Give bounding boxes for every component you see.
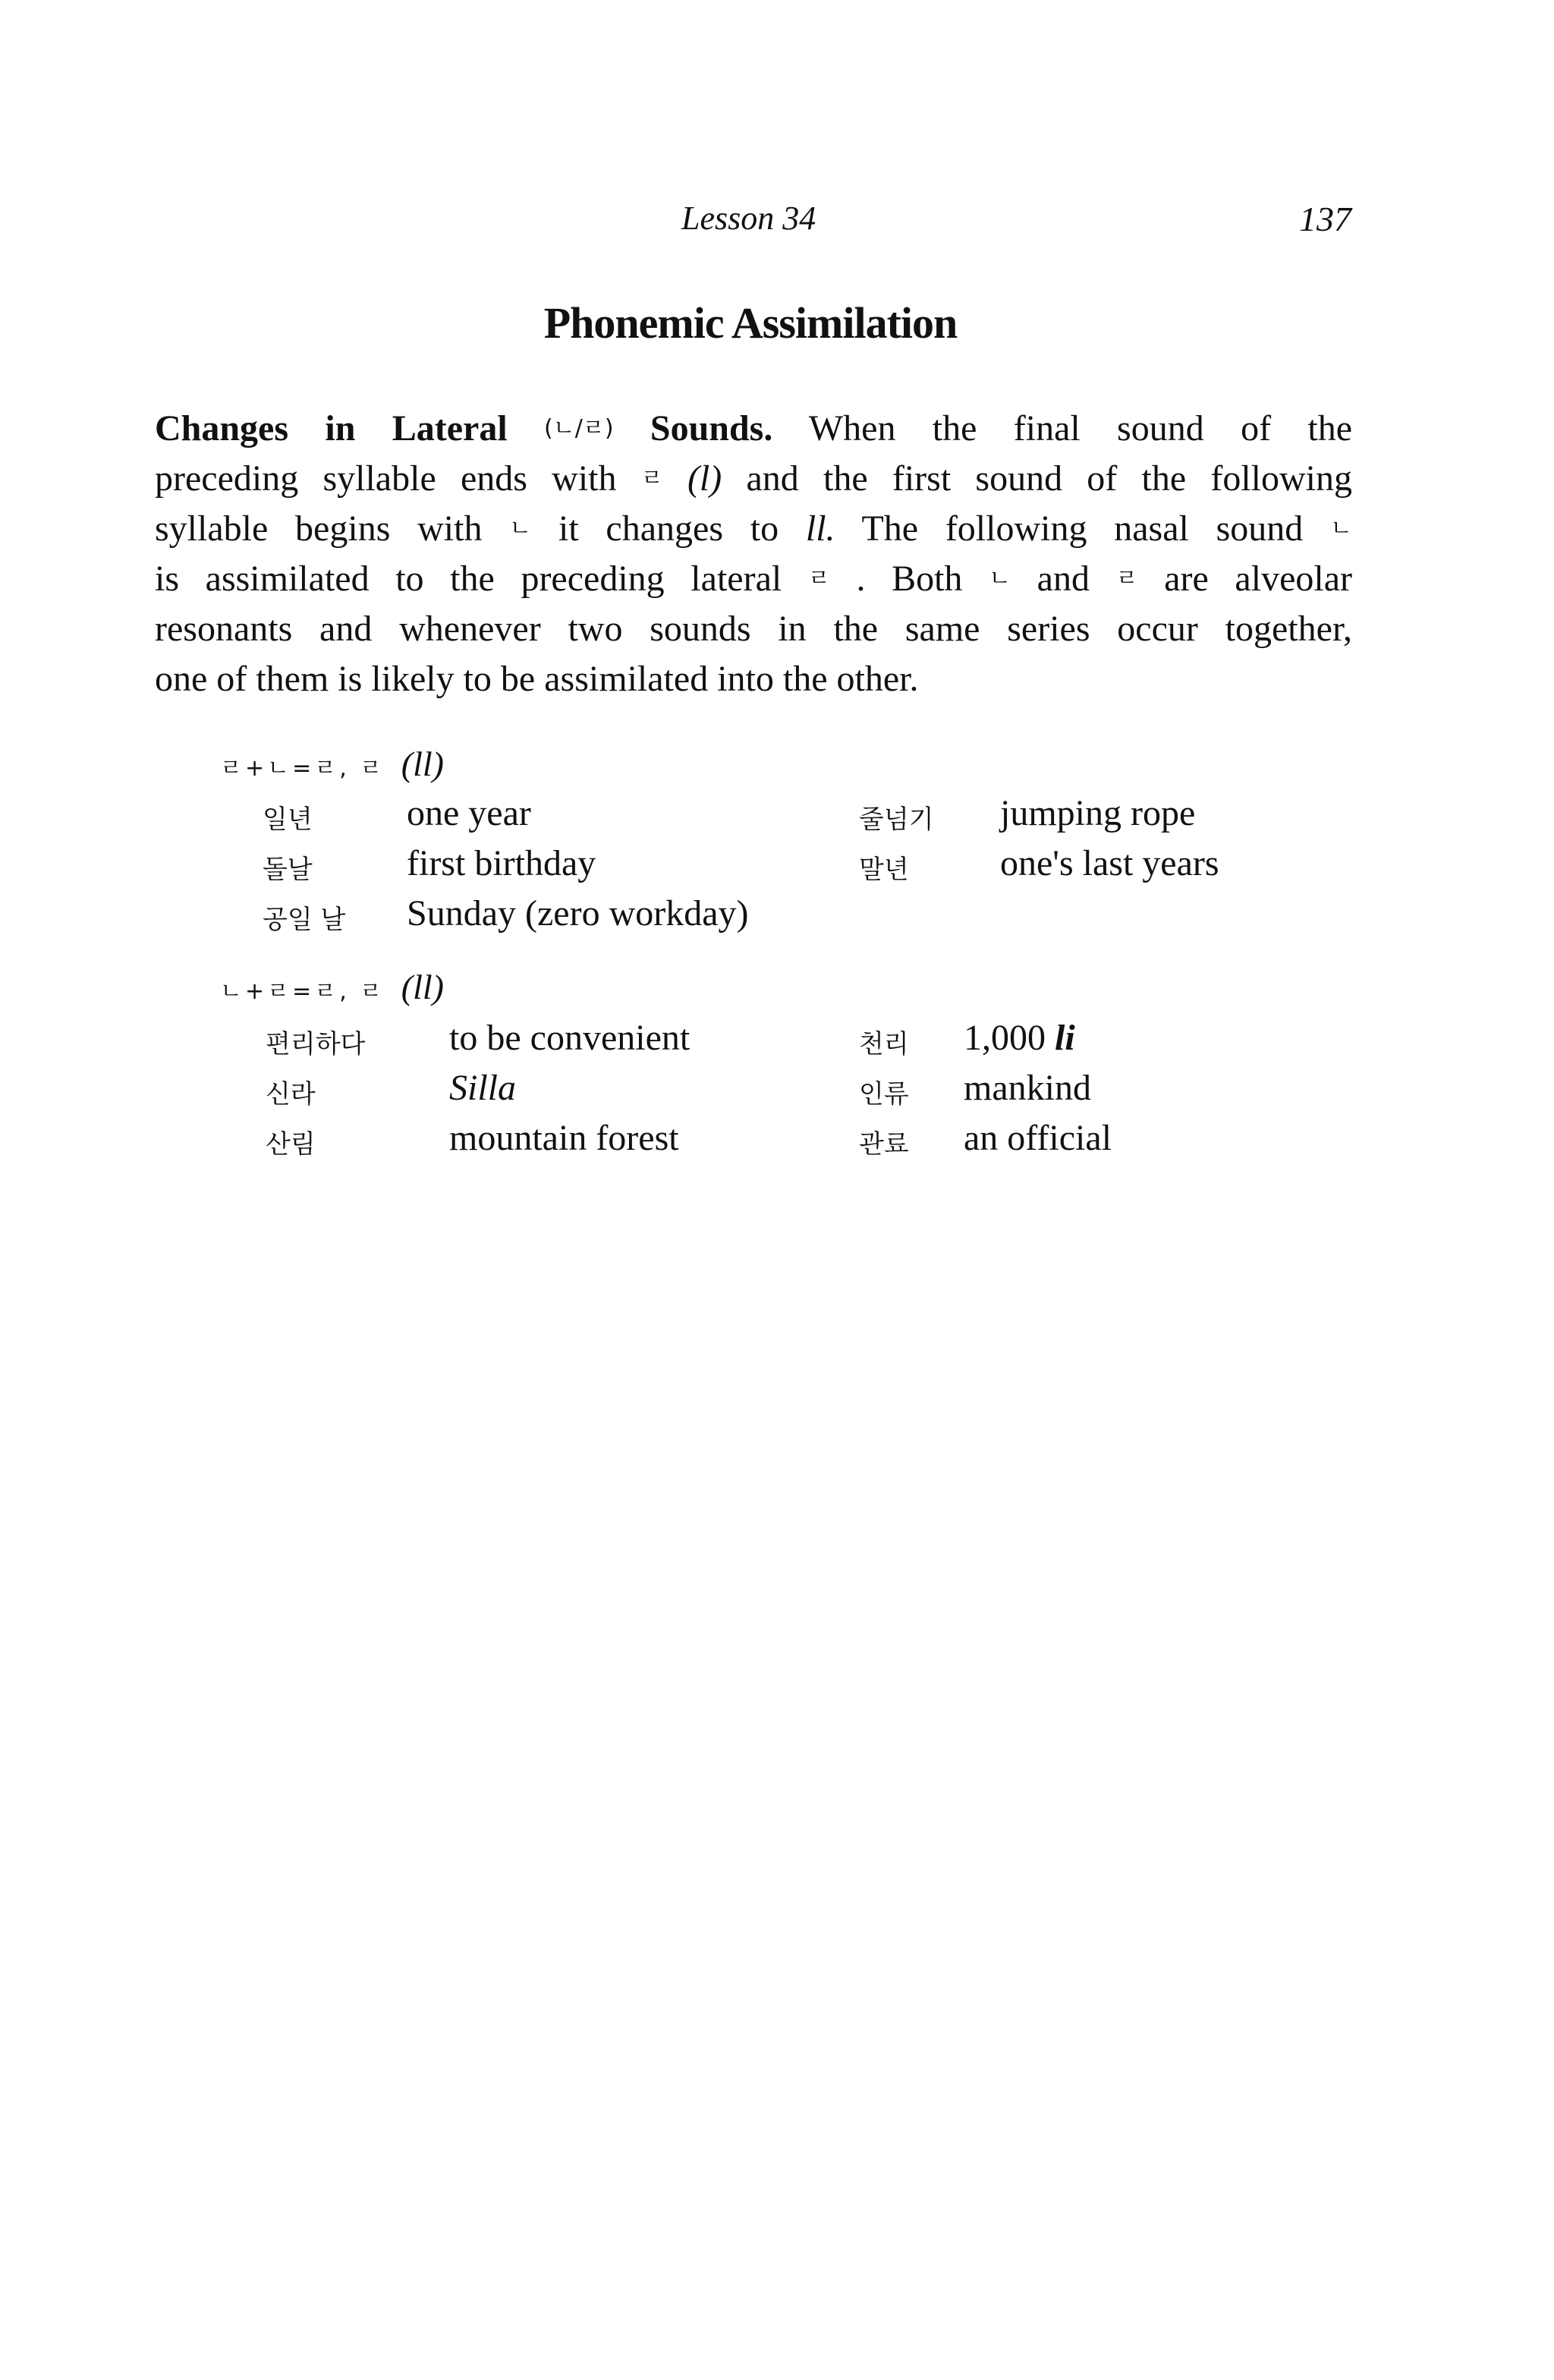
paragraph-line-5: resonants and whenever two sounds in the same series occur together, [155, 609, 1352, 649]
running-head: Lesson 34 [681, 200, 816, 237]
rule-1 [220, 744, 444, 784]
example-korean: 산림 [266, 1129, 316, 1160]
line-3-jamo: ㄴ [509, 515, 532, 542]
line-2-jamo: ㄹ [640, 465, 663, 492]
line-3-text-b: it changes to [558, 508, 779, 549]
example-korean: 편리하다 [266, 1029, 366, 1059]
line-4-text-a: is assimilated to the preceding lateral [155, 559, 782, 599]
page-number: 137 [1299, 200, 1351, 238]
example-english: one year [407, 793, 531, 833]
page-title: Phonemic Assimilation [543, 298, 958, 348]
example-korean: 공일 날 [263, 905, 346, 935]
example-korean: 줄넘기 [859, 804, 934, 835]
example-english: an official [964, 1118, 1112, 1158]
example-korean: 말년 [859, 855, 909, 885]
example-english: one's last years [1000, 843, 1219, 883]
line-2-text-a: preceding syllable ends with [155, 458, 617, 499]
lead-heading: Changes in Lateral [155, 408, 508, 449]
rule-2-jamo: ㄴ+ㄹ=ㄹ, ㄹ [220, 978, 385, 1005]
example-unit: li [1055, 1018, 1075, 1058]
paragraph-line-6: one of them is likely to be assimilated into the other. [155, 659, 919, 699]
example-korean: 천리 [859, 1029, 909, 1059]
paragraph-line-2 [155, 454, 1352, 504]
example-number: 1,000 [964, 1018, 1046, 1058]
line-4-jamo-3: ㄹ [1115, 565, 1138, 592]
rule-1-sound: (ll) [401, 745, 444, 783]
line-3-text-d: The following nasal sound [861, 508, 1304, 549]
example-korean: 인류 [859, 1079, 909, 1110]
example-english: first birthday [407, 843, 596, 883]
line-2-text-b: (l) [687, 458, 722, 499]
example-english: jumping rope [1000, 793, 1196, 833]
example-korean: 일년 [263, 804, 313, 835]
line-2-text-c: and the first sound of the following [746, 458, 1353, 499]
example-english: mankind [964, 1068, 1091, 1108]
line-3-text-a: syllable begins with [155, 508, 483, 549]
example-korean: 돌날 [263, 855, 313, 885]
paragraph-line-4 [155, 554, 1352, 604]
example-english: Silla [449, 1068, 517, 1108]
example-english: mountain forest [449, 1118, 679, 1158]
paragraph-line-1 [155, 404, 1352, 454]
line-1-text: When the final sound of the [808, 408, 1353, 449]
line-4-jamo-2: ㄴ [989, 565, 1011, 592]
rule-1-jamo: ㄹ+ㄴ=ㄹ, ㄹ [220, 755, 385, 782]
lead-word: Sounds. [650, 408, 773, 449]
line-4-jamo: ㄹ [807, 565, 830, 592]
example-english [964, 1017, 1075, 1059]
example-korean: 관료 [859, 1129, 909, 1160]
example-english: to be convenient [449, 1018, 690, 1058]
rule-2-sound: (ll) [401, 968, 444, 1006]
line-3-jamo-2: ㄴ [1330, 515, 1353, 542]
line-3-text-c: ll. [805, 508, 835, 549]
example-korean: 신라 [266, 1079, 316, 1110]
line-4-text-c: and [1037, 559, 1090, 599]
lead-jamo: (ㄴ/ㄹ) [544, 415, 614, 442]
line-4-text-d: are alveolar [1164, 559, 1353, 599]
paragraph-line-3 [155, 504, 1352, 554]
line-4-text-b: . Both [856, 559, 963, 599]
example-english: Sunday (zero workday) [407, 893, 749, 933]
rule-2 [220, 967, 444, 1007]
